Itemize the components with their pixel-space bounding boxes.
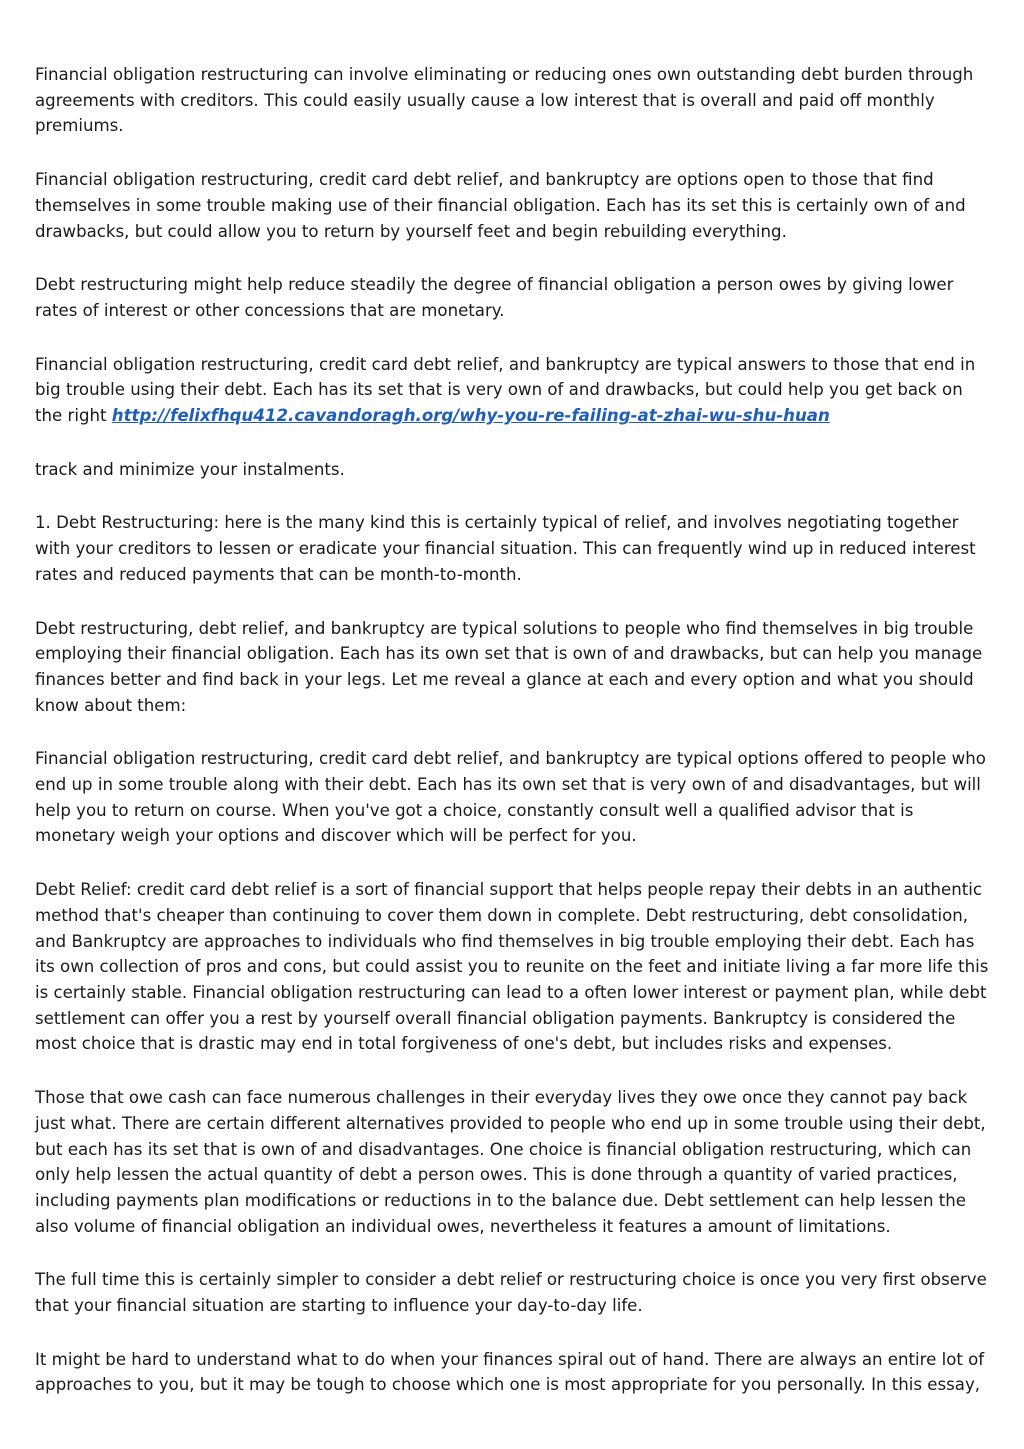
document-body [35,62,995,1426]
paragraph: It might be hard to understand what to do when your finances spiral out of hand. There are always an entire lot of approaches to you, but it may be tough to choose which one is most appropriate for you personally. In this essay, [35,1349,985,1395]
paragraph: The full time this is certainly simpler to consider a debt relief or restructuring choice is once you very first observe that your financial situation are starting to influence your day-to-day life. [35,1270,987,1316]
paragraph-text: Financial obligation restructuring, credit card debt relief, and bankruptcy are typical answers to those that end in big trouble using their debt. Each has its set that is very own of and drawbacks, but could help you get back on the right [35,354,976,426]
paragraph: Debt Relief: credit card debt relief is a sort of financial support that helps people repay their debts in an authentic method that's cheaper than continuing to cover them down in complete. Debt restructuring, debt consolidation, and Bankruptcy are approaches to individuals who find themselves in big trouble employing their debt. Each has its own collection of pros and cons, but could assist you to reunite on the feet and initiate living a far more life this is certainly stable. Financial obligation restructuring can lead to a often lower interest or payment plan, while debt settlement can offer you a rest by yourself overall financial obligation payments. Bankruptcy is considered the most choice that is drastic may end in total forgiveness of one's debt, but includes risks and expenses. [35,880,989,1054]
paragraph: Debt restructuring might help reduce steadily the degree of financial obligation a person owes by giving lower rates of interest or other concessions that are monetary. [35,275,954,320]
paragraph: Financial obligation restructuring, credit card debt relief, and bankruptcy are options open to those that find themselves in some trouble making use of their financial obligation. Each has its set this is certainly own of and drawbacks, but could allow you to return by yourself feet and begin rebuilding everything. [35,170,966,241]
paragraph: Financial obligation restructuring, credit card debt relief, and bankruptcy are typical options offered to people who end up in some trouble along with their debt. Each has its own set that is very own of and disadvantages, but will help you to return on course. When you've got a choice, constantly consult well a qualified advisor that is monetary weigh your options and discover which will be perfect for you. [35,749,986,846]
paragraph-with-link [35,352,995,429]
article-link[interactable]: http://felixfhqu412.cavandoragh.org/why-you-re-failing-at-zhai-wu-shu-huan [111,406,830,426]
paragraph: 1. Debt Restructuring: here is the many kind this is certainly typical of relief, and involves negotiating together with your creditors to lessen or eradicate your financial situation. This can frequently wind up in reduced interest rates and reduced payments that can be month-to-month. [35,513,976,584]
paragraph: Financial obligation restructuring can involve eliminating or reducing ones own outstanding debt burden through agreements with creditors. This could easily usually cause a low interest that is overall and paid off monthly premiums. [35,65,974,136]
paragraph: track and minimize your instalments. [35,459,345,479]
paragraph: Debt restructuring, debt relief, and bankruptcy are typical solutions to people who find themselves in big trouble employing their financial obligation. Each has its own set that is own of and drawbacks, but can help you manage finances better and find back in your legs. Let me reveal a glance at each and every option and what you should know about them: [35,618,983,715]
paragraph: Those that owe cash can face numerous challenges in their everyday lives they owe once they cannot pay back just what. There are certain different alternatives provided to people who end up in some trouble using their debt, but each has its set that is own of and disadvantages. One choice is financial obligation restructuring, which can only help lessen the actual quantity of debt a person owes. This is done through a quantity of varied practices, including payments plan modifications or reductions in to the balance due. Debt settlement can help lessen the also volume of financial obligation an individual owes, nevertheless it features a amount of limitations. [35,1088,986,1236]
